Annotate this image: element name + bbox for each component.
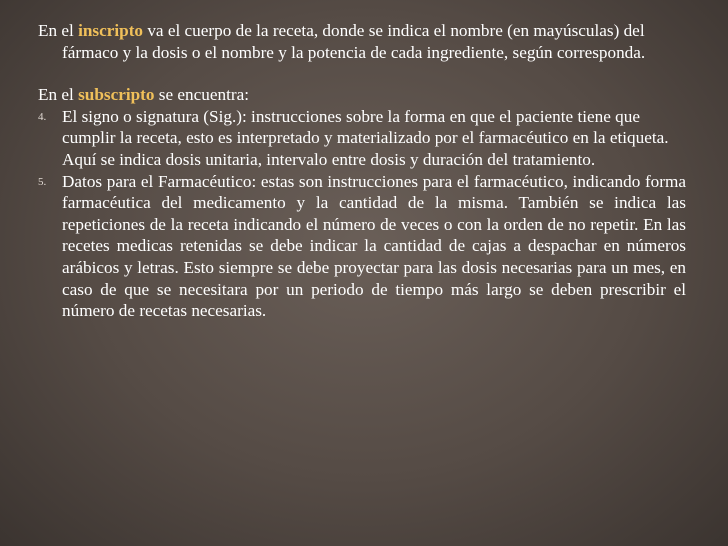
inscripto-text: va el cuerpo de la receta, donde se indica el nombre (en mayúsculas) del fármaco y la dosis o el nombre y la potencia de cada ingrediente, según corresponda. bbox=[62, 21, 646, 62]
subscripto-text: se encuentra: bbox=[154, 85, 249, 105]
list-item-text: El signo o signatura (Sig.): instrucciones sobre la forma en que el paciente tiene que cumplir la receta, esto es interpretado y materializado por el farmacéutico en la etiqueta. Aquí se indica dosis unitaria, intervalo entre dosis y duración del tratamiento. bbox=[62, 106, 669, 169]
slide-content bbox=[38, 20, 686, 322]
inscripto-keyword: inscripto bbox=[78, 21, 144, 40]
paragraph-spacer bbox=[38, 63, 686, 84]
inscripto-paragraph bbox=[38, 20, 686, 63]
list-item-5 bbox=[38, 171, 686, 322]
list-item-text: Datos para el Farmacéutico: estas son instrucciones para el farmacéutico, indicando forma farmacéutica del medicamento y la cantidad de la misma. También se indica las repeticiones de la receta indicando el número de veces o con la orden de no repetir. En las recetes medicas retenidas se debe indicar la cantidad de cajas a despachar en números arábicos y letras. Esto siempre se debe proyectar para las dosis necesarias para un mes, en caso de que se necesitara por un periodo de tiempo más largo se deben prescribir el número de recetas necesarias. bbox=[62, 171, 686, 321]
list-item-4 bbox=[38, 106, 686, 171]
subscripto-keyword: subscripto bbox=[78, 85, 155, 105]
inscripto-prefix: En el bbox=[38, 21, 79, 40]
list-item-number: 4. bbox=[38, 110, 47, 123]
subscripto-prefix: En el bbox=[38, 85, 79, 105]
list-item-number: 5. bbox=[38, 175, 47, 188]
subscripto-paragraph bbox=[38, 84, 686, 106]
